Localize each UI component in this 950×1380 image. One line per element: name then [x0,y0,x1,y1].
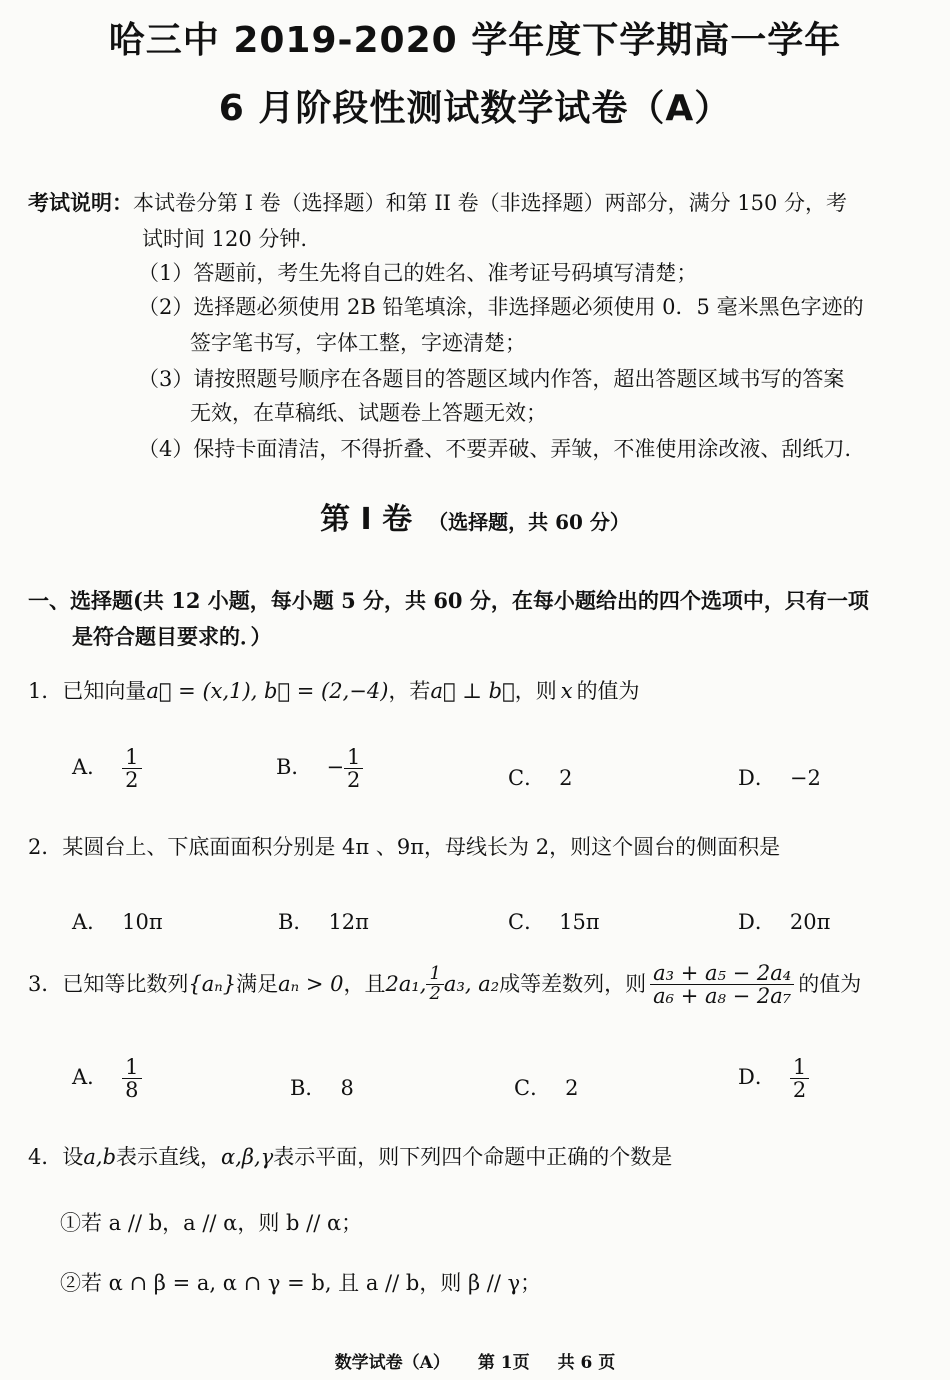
instruction-item-3a: （3）请按照题号顺序在各题目的答题区域内作答，超出答题区域书写的答案 [138,367,845,391]
question-4-proposition-1: ①若 a // b，a // α，则 b // α； [60,1211,363,1235]
question-1-stem [28,674,640,708]
question-3-text-d: 成等差数列，则 [499,971,647,996]
part1-heading-2: 是符合题目要求的．） [72,624,272,649]
instruction-item-4: （4）保持卡面清洁，不得折叠、不要弄破、弄皱，不准使用涂改液、刮纸刀. [138,437,852,461]
question-1-option-a [72,746,142,791]
fraction-numerator: 1 [790,1056,809,1079]
option-letter: B． [278,910,315,934]
option-letter: B． [276,755,313,780]
question-3-option-c [514,1072,578,1102]
question-3-text-a: 已知等比数列 [62,971,189,996]
option-letter: D． [738,1065,776,1090]
question-1-option-c [508,762,572,792]
fraction-denominator: a₆ + a₈ − 2a₇ [653,984,792,1009]
fraction-denominator: 2 [429,983,441,1005]
instructions-label: 考试说明： [28,190,133,215]
instructions-intro-2: 试时间 120 分钟. [142,227,308,251]
question-2-text: 某圆台上、下底面面积分别是 4π 、9π，母线长为 2，则这个圆台的侧面积是 [62,835,781,859]
instruction-item-2a: （2）选择题必须使用 2B 铅笔填涂，非选择题必须使用 0．5 毫米黑色字迹的 [138,295,864,319]
option-letter: C． [514,1076,552,1100]
question-1-perp: a⃗ ⊥ b⃗ [430,679,515,703]
question-1-vectors: a⃗ = (x,1), b⃗ = (2,−4) [146,679,389,703]
option-value: 12π [328,910,369,934]
question-4-proposition-2: ②若 α ∩ β = a, α ∩ γ = b, 且 a // b，则 β // γ； [60,1271,542,1295]
question-1-option-b [276,746,363,791]
question-1-text-b: ，若 [388,679,431,703]
question-2-option-b [278,906,369,936]
question-4-lines: a,b [83,1145,117,1169]
question-3-option-d [738,1056,809,1101]
question-1-option-d [738,762,821,792]
question-3-option-a [72,1056,142,1101]
page-footer [0,1348,950,1373]
question-4-text-b: 表示直线， [116,1145,222,1169]
fraction-denominator: 2 [792,1078,807,1103]
option-value: −2 [789,766,821,790]
question-1-text-d: 的值为 [576,679,640,703]
fraction-denominator: 2 [125,768,139,793]
question-2-number: 2． [28,835,63,859]
option-letter: D． [738,766,776,790]
question-4-number: 4． [28,1145,63,1169]
section-heading [0,494,950,538]
instructions-intro-1: 本试卷分第 I 卷（选择题）和第 II 卷（非选择题）两部分，满分 150 分，考 [133,191,848,215]
fraction-denominator: 2 [347,768,361,793]
question-4-planes: α,β,γ [221,1145,274,1169]
question-3-term-1: 2a₁, [385,971,427,996]
option-sign: − [326,755,345,780]
option-letter: C． [508,766,546,790]
question-2-stem [28,830,780,864]
option-value: 15π [559,910,600,934]
footer-subject: 数学试卷（A） [334,1353,450,1373]
option-value: 8 [340,1076,354,1100]
fraction-numerator: 1 [122,746,141,769]
option-value: 20π [789,910,831,934]
footer-total-pages: 共 6 页 [557,1353,616,1373]
exam-title-line1: 哈三中 2019-2020 学年度下学期高一学年 [108,20,842,61]
question-3-number: 3． [28,971,63,996]
question-2-option-d [738,906,830,936]
question-3-text-c: ，且 [343,971,386,996]
instructions-line1 [28,186,847,220]
fraction-numerator: 1 [122,1056,141,1079]
question-3-text-e: 的值为 [798,971,862,996]
option-letter: A． [72,910,109,934]
question-3-sequence: {aₙ} [188,971,237,996]
question-1-text-a: 已知向量 [62,679,147,703]
option-value: 10π [122,910,163,934]
question-1-number: 1． [28,679,63,703]
fraction-numerator: 1 [344,746,363,769]
question-3-option-b [290,1072,354,1102]
question-3-text-b: 满足 [236,971,279,996]
question-3-term-2: a₃, a₂ [443,971,500,996]
instruction-item-1: （1）答题前，考生先将自己的姓名、准考证号码填写清楚； [138,261,698,285]
option-letter: D． [738,910,776,934]
option-letter: C． [508,910,546,934]
option-letter: A． [72,755,109,780]
question-4-stem [28,1140,672,1174]
exam-title-line2: 6 月阶段性测试数学试卷（A） [218,88,732,129]
question-1-var: x [560,679,573,703]
fraction-denominator: 8 [125,1078,139,1103]
section-subtitle: （选择题，共 60 分） [428,510,630,534]
option-value: 2 [565,1076,579,1100]
question-3-condition: aₙ > 0 [278,971,344,996]
section-title: 第 I 卷 [320,502,413,537]
option-letter: A． [72,1065,109,1090]
part1-heading-1: 一、选择题(共 12 小题，每小题 5 分，共 60 分，在每小题给出的四个选项中，只有一项 [28,588,869,613]
option-letter: B． [290,1076,327,1100]
fraction-numerator: 1 [426,965,443,985]
question-4-text-c: 表示平面，则下列四个命题中正确的个数是 [273,1145,673,1169]
footer-page-number: 第 1页 [477,1353,530,1373]
question-2-option-c [508,906,600,936]
instruction-item-2b: 签字笔书写，字体工整，字迹清楚； [190,331,526,355]
question-2-option-a [72,906,163,936]
question-1-text-c: ，则 [514,679,557,703]
fraction-numerator: a₃ + a₅ − 2a₄ [650,962,794,985]
question-3-stem [28,962,861,1007]
question-4-text-a: 设 [62,1145,84,1169]
option-value: 2 [559,766,573,790]
instruction-item-3b: 无效，在草稿纸、试题卷上答题无效； [190,401,547,425]
